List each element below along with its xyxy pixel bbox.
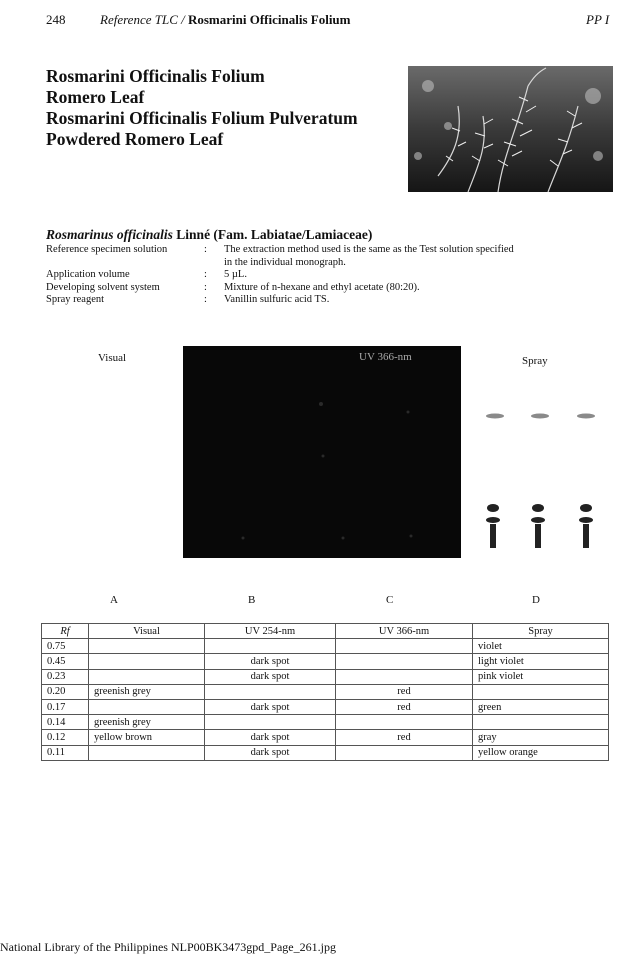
table-cell xyxy=(336,639,473,654)
table-cell: 0.45 xyxy=(42,654,89,669)
running-title xyxy=(100,12,350,28)
running-title-main: Rosmarini Officinalis Folium xyxy=(187,12,351,27)
title-line: Romero Leaf xyxy=(46,87,145,107)
param-separator: : xyxy=(204,244,207,255)
lane-label-d: D xyxy=(532,594,540,606)
table-cell xyxy=(336,654,473,669)
table-cell: 0.12 xyxy=(42,730,89,745)
table-cell: pink violet xyxy=(473,669,609,684)
table-cell: violet xyxy=(473,639,609,654)
table-cell xyxy=(205,639,336,654)
param-value-continued: in the individual monograph. xyxy=(224,256,346,268)
table-cell: light violet xyxy=(473,654,609,669)
table-cell: 0.20 xyxy=(42,684,89,699)
visual-label: Visual xyxy=(98,352,127,364)
scan-footer: National Library of the Philippines NLP00BK3473gpd_Page_261.jpg xyxy=(0,940,336,954)
species-name: Rosmarinus officinalis xyxy=(46,227,173,242)
table-cell: dark spot xyxy=(205,745,336,760)
column-header: UV 366-nm xyxy=(336,624,473,639)
param-value: The extraction method used is the same as the Test solution specified xyxy=(224,244,514,255)
column-header: Rf xyxy=(42,624,89,639)
table-cell xyxy=(473,684,609,699)
species-author-family: Linné (Fam. Labiatae/Lamiaceae) xyxy=(172,227,373,242)
table-cell: 0.75 xyxy=(42,639,89,654)
uv-366-label: UV 366-nm xyxy=(359,351,412,363)
table-cell xyxy=(89,639,205,654)
table-cell: yellow brown xyxy=(89,730,205,745)
table-row xyxy=(42,745,609,760)
uv-plate-spots xyxy=(183,346,461,558)
table-cell: dark spot xyxy=(205,699,336,714)
uv-366-plate xyxy=(183,346,461,558)
table-cell: 0.11 xyxy=(42,745,89,760)
table-cell: gray xyxy=(473,730,609,745)
lane-label-a: A xyxy=(110,594,118,606)
title-line: Powdered Romero Leaf xyxy=(46,129,224,149)
table-row xyxy=(42,699,609,714)
column-header: UV 254-nm xyxy=(205,624,336,639)
species-heading xyxy=(46,227,372,243)
table-cell xyxy=(336,669,473,684)
spray-plate-spots xyxy=(478,400,608,560)
table-row xyxy=(42,654,609,669)
rf-table xyxy=(41,623,609,761)
table-cell xyxy=(336,745,473,760)
monograph-titles xyxy=(46,66,358,150)
table-row xyxy=(42,684,609,699)
table-cell: greenish grey xyxy=(89,715,205,730)
table-cell xyxy=(89,669,205,684)
table-cell: green xyxy=(473,699,609,714)
table-cell: dark spot xyxy=(205,669,336,684)
lane-label-c: C xyxy=(386,594,394,606)
table-row xyxy=(42,639,609,654)
param-value: Vanillin sulfuric acid TS. xyxy=(224,294,330,305)
spray-label: Spray xyxy=(522,355,548,367)
table-cell xyxy=(336,715,473,730)
table-cell: 0.14 xyxy=(42,715,89,730)
param-separator: : xyxy=(204,294,207,305)
table-cell xyxy=(89,745,205,760)
table-cell xyxy=(473,715,609,730)
table-cell: red xyxy=(336,699,473,714)
param-separator: : xyxy=(204,281,207,293)
table-cell: dark spot xyxy=(205,730,336,745)
param-separator: : xyxy=(204,269,207,280)
param-label: Spray reagent xyxy=(46,294,105,305)
param-label: Reference specimen solution xyxy=(46,244,168,255)
table-row xyxy=(42,715,609,730)
table-row xyxy=(42,669,609,684)
table-cell: dark spot xyxy=(205,654,336,669)
param-label: Application volume xyxy=(46,269,130,280)
table-cell: red xyxy=(336,684,473,699)
param-label: Developing solvent system xyxy=(46,281,160,293)
column-header: Visual xyxy=(89,624,205,639)
table-cell xyxy=(205,715,336,730)
table-cell xyxy=(89,654,205,669)
param-value: Mixture of n-hexane and ethyl acetate (80:20). xyxy=(224,281,420,293)
rosemary-plant-photo xyxy=(408,66,613,192)
column-header: Spray xyxy=(473,624,609,639)
table-cell: 0.23 xyxy=(42,669,89,684)
page-number: 248 xyxy=(46,12,66,27)
table-cell: 0.17 xyxy=(42,699,89,714)
table-cell xyxy=(89,699,205,714)
title-line: Rosmarini Officinalis Folium Pulveratum xyxy=(46,108,358,128)
table-header-row xyxy=(42,624,609,639)
page-corner-mark: PP I xyxy=(586,12,610,27)
table-cell: greenish grey xyxy=(89,684,205,699)
param-value: 5 µL. xyxy=(224,269,247,280)
running-title-prefix: Reference TLC / xyxy=(100,12,185,27)
title-line: Rosmarini Officinalis Folium xyxy=(46,66,265,86)
table-cell xyxy=(205,684,336,699)
table-cell: red xyxy=(336,730,473,745)
table-cell: yellow orange xyxy=(473,745,609,760)
table-row xyxy=(42,730,609,745)
lane-label-b: B xyxy=(248,594,256,606)
